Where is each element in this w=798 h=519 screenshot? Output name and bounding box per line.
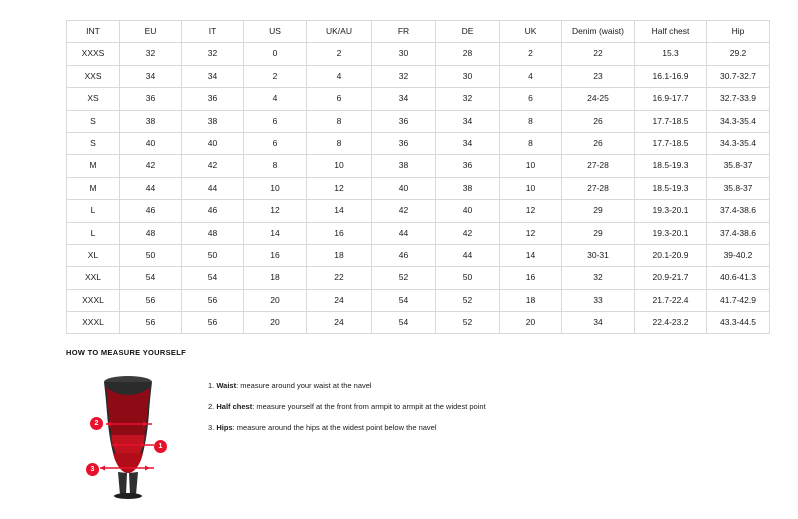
table-row bbox=[67, 312, 770, 334]
cell-denim-waist: 24-25 bbox=[562, 88, 635, 110]
cell-uk: 14 bbox=[500, 244, 562, 266]
cell-half-chest: 15.3 bbox=[635, 43, 707, 65]
cell-eu: 38 bbox=[120, 110, 182, 132]
cell-us: 2 bbox=[244, 65, 307, 87]
measure-instruction-text: : measure around your waist at the navel bbox=[236, 381, 372, 390]
cell-hip: 32.7-33.9 bbox=[707, 88, 770, 110]
measure-instruction-number: 1. bbox=[208, 381, 215, 390]
column-header-hip: Hip bbox=[707, 21, 770, 43]
cell-de: 38 bbox=[436, 177, 500, 199]
cell-us: 10 bbox=[244, 177, 307, 199]
cell-uk: 8 bbox=[500, 110, 562, 132]
measure-instruction-term: Half chest bbox=[216, 402, 253, 411]
cell-uk-au: 12 bbox=[307, 177, 372, 199]
cell-hip: 35.8-37 bbox=[707, 177, 770, 199]
cell-de: 40 bbox=[436, 200, 500, 222]
cell-hip: 37.4-38.6 bbox=[707, 222, 770, 244]
cell-half-chest: 20.1-20.9 bbox=[635, 244, 707, 266]
table-row bbox=[67, 222, 770, 244]
cell-eu: 36 bbox=[120, 88, 182, 110]
measure-marker-3: 3 bbox=[86, 463, 99, 476]
cell-de: 52 bbox=[436, 289, 500, 311]
table-row bbox=[67, 289, 770, 311]
measure-instruction-half-chest bbox=[208, 402, 486, 411]
cell-int: M bbox=[67, 177, 120, 199]
cell-half-chest: 20.9-21.7 bbox=[635, 267, 707, 289]
cell-hip: 34.3-35.4 bbox=[707, 110, 770, 132]
cell-us: 12 bbox=[244, 200, 307, 222]
cell-us: 16 bbox=[244, 244, 307, 266]
cell-it: 44 bbox=[182, 177, 244, 199]
cell-de: 36 bbox=[436, 155, 500, 177]
measure-instruction-hips bbox=[208, 423, 486, 432]
measure-instructions-list bbox=[208, 369, 486, 444]
cell-int: S bbox=[67, 110, 120, 132]
table-row bbox=[67, 177, 770, 199]
size-chart-header bbox=[67, 21, 770, 43]
cell-uk-au: 10 bbox=[307, 155, 372, 177]
cell-eu: 50 bbox=[120, 244, 182, 266]
cell-denim-waist: 22 bbox=[562, 43, 635, 65]
cell-it: 48 bbox=[182, 222, 244, 244]
cell-de: 28 bbox=[436, 43, 500, 65]
cell-us: 0 bbox=[244, 43, 307, 65]
cell-fr: 36 bbox=[372, 132, 436, 154]
cell-int: M bbox=[67, 155, 120, 177]
cell-us: 20 bbox=[244, 289, 307, 311]
mannequin-figure bbox=[66, 369, 186, 499]
cell-hip: 41.7-42.9 bbox=[707, 289, 770, 311]
cell-us: 14 bbox=[244, 222, 307, 244]
column-header-it: IT bbox=[182, 21, 244, 43]
measure-marker-2: 2 bbox=[90, 417, 103, 430]
cell-half-chest: 18.5-19.3 bbox=[635, 155, 707, 177]
cell-uk-au: 8 bbox=[307, 110, 372, 132]
table-row bbox=[67, 88, 770, 110]
cell-int: L bbox=[67, 200, 120, 222]
cell-fr: 54 bbox=[372, 289, 436, 311]
cell-hip: 40.6-41.3 bbox=[707, 267, 770, 289]
cell-eu: 34 bbox=[120, 65, 182, 87]
cell-fr: 34 bbox=[372, 88, 436, 110]
measure-instruction-term: Hips bbox=[216, 423, 233, 432]
cell-uk-au: 18 bbox=[307, 244, 372, 266]
cell-denim-waist: 29 bbox=[562, 200, 635, 222]
cell-eu: 42 bbox=[120, 155, 182, 177]
cell-denim-waist: 27-28 bbox=[562, 177, 635, 199]
column-header-fr: FR bbox=[372, 21, 436, 43]
column-header-us: US bbox=[244, 21, 307, 43]
cell-it: 38 bbox=[182, 110, 244, 132]
cell-uk: 20 bbox=[500, 312, 562, 334]
column-header-denim-waist: Denim (waist) bbox=[562, 21, 635, 43]
cell-uk-au: 4 bbox=[307, 65, 372, 87]
table-header-row bbox=[67, 21, 770, 43]
column-header-int: INT bbox=[67, 21, 120, 43]
table-row bbox=[67, 267, 770, 289]
cell-fr: 32 bbox=[372, 65, 436, 87]
cell-denim-waist: 34 bbox=[562, 312, 635, 334]
cell-de: 42 bbox=[436, 222, 500, 244]
column-header-de: DE bbox=[436, 21, 500, 43]
cell-fr: 52 bbox=[372, 267, 436, 289]
cell-hip: 34.3-35.4 bbox=[707, 132, 770, 154]
cell-uk: 6 bbox=[500, 88, 562, 110]
column-header-uk: UK bbox=[500, 21, 562, 43]
cell-hip: 35.8-37 bbox=[707, 155, 770, 177]
cell-int: L bbox=[67, 222, 120, 244]
cell-de: 34 bbox=[436, 110, 500, 132]
cell-uk: 4 bbox=[500, 65, 562, 87]
mannequin-illustration bbox=[66, 369, 186, 499]
cell-uk-au: 14 bbox=[307, 200, 372, 222]
cell-denim-waist: 30-31 bbox=[562, 244, 635, 266]
cell-de: 30 bbox=[436, 65, 500, 87]
cell-fr: 42 bbox=[372, 200, 436, 222]
how-to-measure-body bbox=[66, 369, 746, 499]
table-row bbox=[67, 65, 770, 87]
measure-instruction-number: 2. bbox=[208, 402, 215, 411]
cell-de: 44 bbox=[436, 244, 500, 266]
measure-instruction-waist bbox=[208, 381, 486, 390]
cell-uk-au: 24 bbox=[307, 312, 372, 334]
cell-hip: 30.7-32.7 bbox=[707, 65, 770, 87]
cell-uk-au: 22 bbox=[307, 267, 372, 289]
cell-uk: 10 bbox=[500, 155, 562, 177]
cell-half-chest: 16.1-16.9 bbox=[635, 65, 707, 87]
cell-int: XXXS bbox=[67, 43, 120, 65]
cell-it: 50 bbox=[182, 244, 244, 266]
cell-int: XXXL bbox=[67, 312, 120, 334]
cell-half-chest: 18.5-19.3 bbox=[635, 177, 707, 199]
cell-fr: 54 bbox=[372, 312, 436, 334]
cell-uk: 12 bbox=[500, 222, 562, 244]
cell-denim-waist: 23 bbox=[562, 65, 635, 87]
cell-eu: 56 bbox=[120, 289, 182, 311]
cell-eu: 56 bbox=[120, 312, 182, 334]
column-header-uk-au: UK/AU bbox=[307, 21, 372, 43]
cell-half-chest: 17.7-18.5 bbox=[635, 110, 707, 132]
cell-denim-waist: 27-28 bbox=[562, 155, 635, 177]
table-row bbox=[67, 43, 770, 65]
cell-fr: 36 bbox=[372, 110, 436, 132]
cell-int: XXXL bbox=[67, 289, 120, 311]
column-header-half-chest: Half chest bbox=[635, 21, 707, 43]
cell-half-chest: 17.7-18.5 bbox=[635, 132, 707, 154]
cell-half-chest: 22.4-23.2 bbox=[635, 312, 707, 334]
cell-fr: 46 bbox=[372, 244, 436, 266]
cell-us: 6 bbox=[244, 110, 307, 132]
table-row bbox=[67, 200, 770, 222]
cell-denim-waist: 32 bbox=[562, 267, 635, 289]
table-row bbox=[67, 132, 770, 154]
cell-fr: 38 bbox=[372, 155, 436, 177]
cell-uk: 16 bbox=[500, 267, 562, 289]
cell-it: 56 bbox=[182, 312, 244, 334]
cell-int: S bbox=[67, 132, 120, 154]
cell-us: 8 bbox=[244, 155, 307, 177]
cell-denim-waist: 26 bbox=[562, 132, 635, 154]
cell-int: XXS bbox=[67, 65, 120, 87]
cell-de: 34 bbox=[436, 132, 500, 154]
cell-uk: 8 bbox=[500, 132, 562, 154]
cell-eu: 44 bbox=[120, 177, 182, 199]
cell-it: 40 bbox=[182, 132, 244, 154]
cell-uk-au: 16 bbox=[307, 222, 372, 244]
cell-uk: 12 bbox=[500, 200, 562, 222]
cell-half-chest: 16.9-17.7 bbox=[635, 88, 707, 110]
size-chart-table bbox=[66, 20, 770, 334]
table-row bbox=[67, 155, 770, 177]
cell-de: 32 bbox=[436, 88, 500, 110]
how-to-measure-section bbox=[66, 348, 746, 499]
cell-it: 54 bbox=[182, 267, 244, 289]
measure-marker-1: 1 bbox=[154, 440, 167, 453]
cell-denim-waist: 29 bbox=[562, 222, 635, 244]
cell-fr: 30 bbox=[372, 43, 436, 65]
cell-hip: 43.3-44.5 bbox=[707, 312, 770, 334]
cell-denim-waist: 33 bbox=[562, 289, 635, 311]
cell-half-chest: 19.3-20.1 bbox=[635, 222, 707, 244]
cell-hip: 29.2 bbox=[707, 43, 770, 65]
cell-uk: 18 bbox=[500, 289, 562, 311]
cell-it: 32 bbox=[182, 43, 244, 65]
cell-uk-au: 8 bbox=[307, 132, 372, 154]
measure-instruction-text: : measure yourself at the front from armpit to armpit at the widest point bbox=[252, 402, 486, 411]
cell-int: XS bbox=[67, 88, 120, 110]
cell-eu: 32 bbox=[120, 43, 182, 65]
cell-denim-waist: 26 bbox=[562, 110, 635, 132]
cell-uk-au: 24 bbox=[307, 289, 372, 311]
cell-eu: 54 bbox=[120, 267, 182, 289]
measure-instruction-text: : measure around the hips at the widest point below the navel bbox=[232, 423, 437, 432]
cell-it: 46 bbox=[182, 200, 244, 222]
size-chart-body bbox=[67, 43, 770, 334]
cell-it: 36 bbox=[182, 88, 244, 110]
cell-hip: 37.4-38.6 bbox=[707, 200, 770, 222]
measure-instruction-number: 3. bbox=[208, 423, 215, 432]
size-chart-container bbox=[66, 20, 756, 334]
cell-fr: 44 bbox=[372, 222, 436, 244]
cell-it: 34 bbox=[182, 65, 244, 87]
column-header-eu: EU bbox=[120, 21, 182, 43]
cell-eu: 40 bbox=[120, 132, 182, 154]
cell-half-chest: 19.3-20.1 bbox=[635, 200, 707, 222]
cell-fr: 40 bbox=[372, 177, 436, 199]
cell-int: XL bbox=[67, 244, 120, 266]
cell-us: 20 bbox=[244, 312, 307, 334]
cell-de: 50 bbox=[436, 267, 500, 289]
cell-uk-au: 2 bbox=[307, 43, 372, 65]
cell-it: 56 bbox=[182, 289, 244, 311]
cell-eu: 48 bbox=[120, 222, 182, 244]
cell-half-chest: 21.7-22.4 bbox=[635, 289, 707, 311]
table-row bbox=[67, 244, 770, 266]
cell-it: 42 bbox=[182, 155, 244, 177]
how-to-measure-title: HOW TO MEASURE YOURSELF bbox=[66, 348, 186, 357]
cell-us: 4 bbox=[244, 88, 307, 110]
cell-hip: 39-40.2 bbox=[707, 244, 770, 266]
cell-eu: 46 bbox=[120, 200, 182, 222]
cell-uk: 10 bbox=[500, 177, 562, 199]
cell-us: 6 bbox=[244, 132, 307, 154]
cell-us: 18 bbox=[244, 267, 307, 289]
cell-de: 52 bbox=[436, 312, 500, 334]
cell-int: XXL bbox=[67, 267, 120, 289]
measure-instruction-term: Waist bbox=[216, 381, 237, 390]
table-row bbox=[67, 110, 770, 132]
cell-uk: 2 bbox=[500, 43, 562, 65]
cell-uk-au: 6 bbox=[307, 88, 372, 110]
